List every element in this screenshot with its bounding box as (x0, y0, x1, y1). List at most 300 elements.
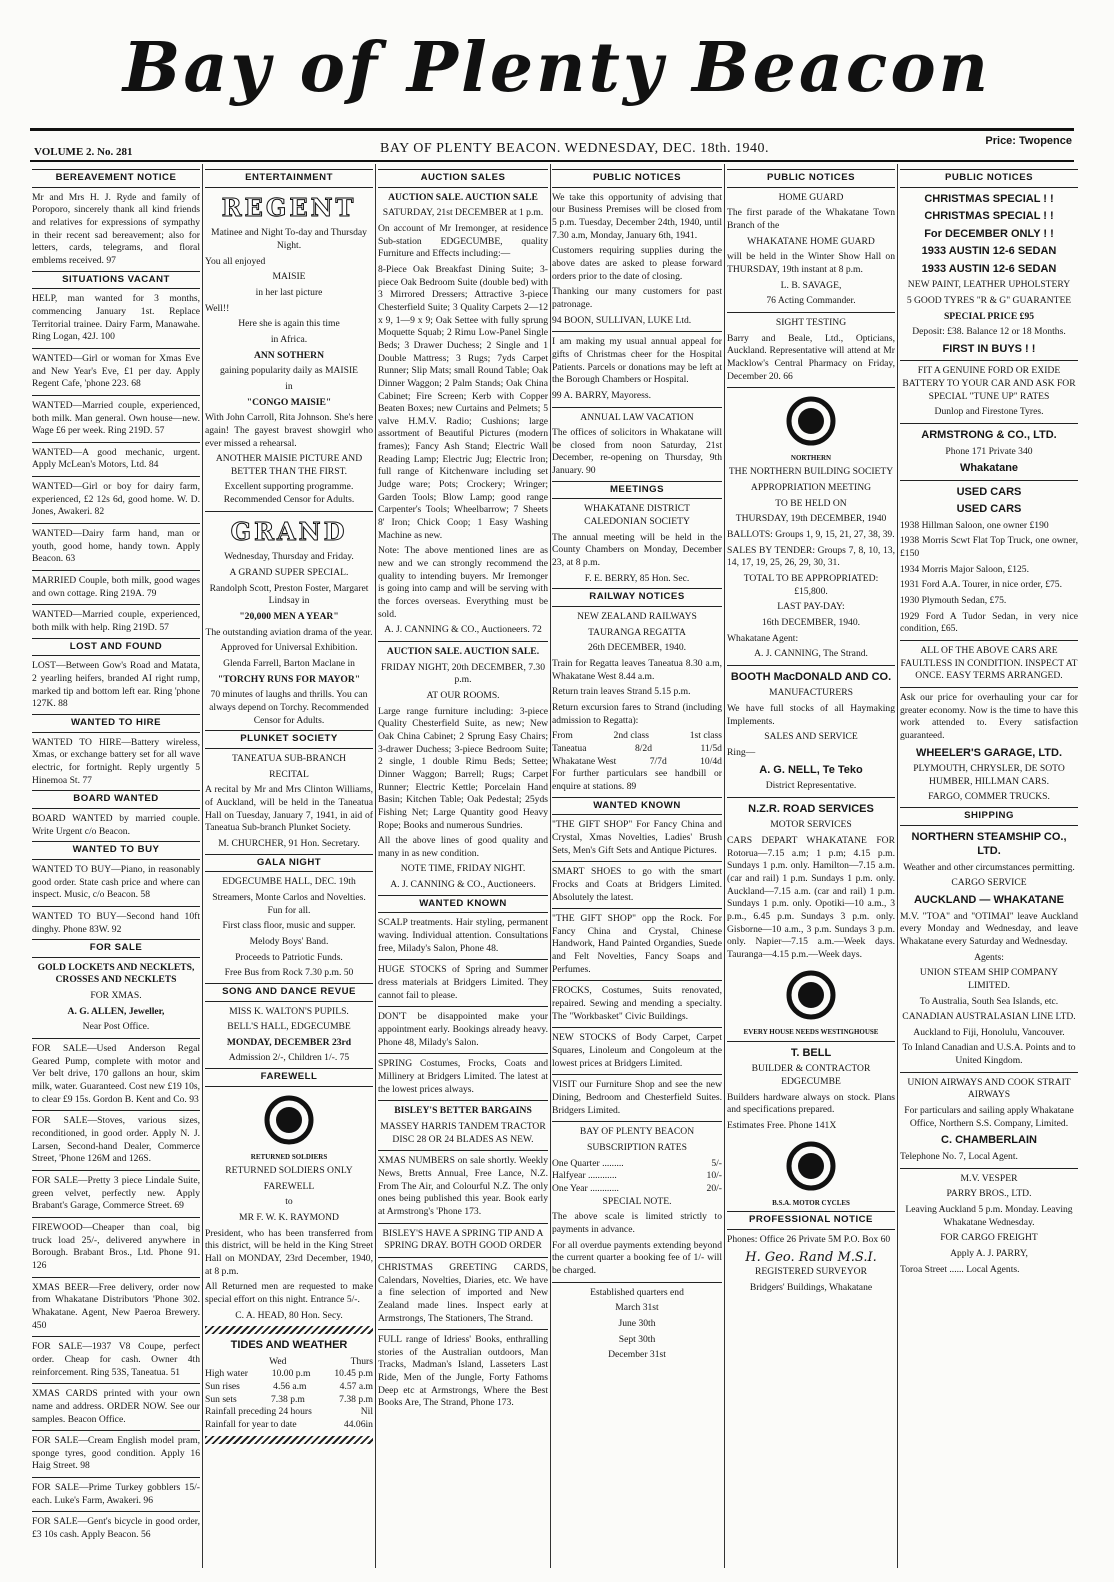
centered-line: December 31st (608, 1349, 666, 1361)
column-divider (202, 164, 203, 1568)
paragraph: 8-Piece Oak Breakfast Dining Suite; 3-piece Oak Bedroom Suite (double bed) with 3 Mirrored Dressers; Attractive 3-piece Chesterfield Suite; 3 Quality Carpets 2—12 x 9, 1—9 x 9; Oak Settee with fully sprung Moquette Squab; 2 Rimu Low-Panel Single Beds; 3 Drawer Duchess; 2 Single and 1 Double Mattress; 3 Rugs; 7yds Carpet Runner; Slip Mats; small Round Table; Oak Dinner Waggon; 2 Palm Stands; Oak China Cabinet; Fire Screen; Kerb with Copper Beaten Boxes; new Curtains and Pelmets; 5 valve H.M.V. Radio; Cushions; large assortment of Beautiful Pictures (modern frames); Fancy Ash Stand; Electric Wall Reading Lamp; Electric Jug; Electric Iron; full range of Kitchenware including set Judge ware; Pots; Crockery; Wringer; Garden Tools; Blow Lamp; good range Carpenter's Tools; Wheelbarrow; 7 Sheets 8' Iron; Chick Coop; 1 Easy Washing Machine as new. (378, 263, 548, 541)
table-row (552, 743, 722, 756)
table-row (205, 1368, 373, 1381)
centered-line: ALL OF THE ABOVE CARS ARE FAULTLESS IN CONDITION. INSPECT AT ONCE. EASY TERMS ARRANGED. (900, 644, 1078, 682)
centered-line: HOME GUARD (778, 191, 844, 203)
divider (727, 665, 895, 666)
divider (32, 604, 200, 605)
centered-line: A. J. CANNING & CO., Auctioneers. (390, 879, 536, 891)
centered-line: MOTOR SERVICES (770, 819, 852, 831)
divider (727, 1041, 895, 1042)
paragraph: Well!! (205, 302, 230, 314)
table-cell: 5/- (711, 1157, 722, 1169)
paragraph: HELP, man wanted for 3 months, commencing January 1st. Replace Territorial trainee. Dairy Farm, Manawahe. Ring Logan, 42J. 100 (32, 293, 200, 343)
centered-line: PLYMOUTH, CHRYSLER, DE SOTO HUMBER, HILLMAN CARS. (913, 763, 1065, 787)
centered-line: Weather and other circumstances permitting. (903, 861, 1075, 873)
paragraph: HUGE STOCKS of Spring and Summer dress materials at Bridgers Limited. They cannot fail to please. (378, 964, 548, 1001)
centered-line: UNION AIRWAYS AND COOK STRAIT AIRWAYS (907, 1076, 1071, 1101)
table-cell: One Year ............ (552, 1182, 619, 1194)
display-line: T. BELL (790, 1046, 832, 1059)
centered-line: WHAKATANE HOME GUARD (747, 235, 875, 247)
divider (900, 480, 1078, 481)
centered-line: to (285, 1196, 293, 1208)
column-5 (727, 166, 895, 1570)
centered-line: 26th DECEMBER, 1940. (587, 642, 687, 654)
table-row (205, 1394, 373, 1407)
divider (32, 476, 200, 477)
bold-line: ANN SOTHERN (253, 349, 325, 361)
section-heading: WANTED KNOWN (378, 895, 548, 914)
paragraph: "THE GIFT SHOP" opp the Rock. For Fancy China and Crystal, Chinese Handwork, Hand Painted Organdies, Suede and Felt Novelties, Fancy Soaps and Perfumes. (552, 913, 722, 975)
paragraph: Barry and Beale, Ltd., Opticians, Auckland. Representative will attend at Mr Macklow's Central Pharmacy on Friday, December 20. 66 (727, 332, 895, 382)
centered-line: Streamers, Monte Carlos and Novelties. Fun for all. (212, 891, 366, 916)
section-heading: BOARD WANTED (32, 790, 200, 809)
display-line: FIRST IN BUYS ! ! (942, 342, 1036, 355)
emblem-label: EVERY HOUSE NEEDS WESTINGHOUSE (743, 1027, 879, 1036)
display-line: 1933 AUSTIN 12-6 SEDAN (921, 262, 1057, 275)
table-cell: Taneatua (552, 742, 587, 754)
section-heading: PUBLIC NOTICES (900, 169, 1078, 188)
paragraph: Mr and Mrs H. J. Ryde and family of Poroporo, sincerely thank all kind friends and relatives for expressions of sympathy in their recent sad bereavement; also for letters, cards, telegrams, and floral emblems received. 97 (32, 191, 200, 266)
centered-line: FAREWELL (263, 1180, 315, 1192)
divider (32, 395, 200, 396)
paragraph: 1929 Ford A Tudor Sedan, in very nice condition, £65. (900, 610, 1078, 635)
divider (378, 959, 548, 960)
centered-line: ANNUAL LAW VACATION (580, 411, 694, 423)
column-1 (32, 166, 200, 1570)
centered-line: A. J. CANNING & CO., Auctioneers. 72 (384, 624, 542, 636)
dateline: BAY OF PLENTY BEACON. WEDNESDAY, DEC. 18th. 1940. (380, 141, 770, 156)
divider (378, 1329, 548, 1330)
divider (552, 331, 722, 332)
centered-line: FOR CARGO FREIGHT (940, 1232, 1038, 1244)
paragraph: FIREWOOD—Cheaper than coal, big truck load 25/-, delivered anywhere in Borough. Brabant Bros., Ltd. Phone 91. 126 (32, 1221, 200, 1271)
table-row (205, 1381, 373, 1394)
section-heading: FOR SALE (32, 939, 200, 958)
column-divider (375, 164, 376, 1568)
centered-line: Matinee and Night To-day and Thursday Night. (211, 227, 367, 251)
column-2 (205, 166, 373, 1570)
paragraph: FOR SALE—Stoves, various sizes, reconditioned, in good order. Apply N. J. Larsen, Second-hand Dealer, Commerce Street, 'Phone 126M and 126S. (32, 1115, 200, 1165)
divider (727, 797, 895, 798)
table-cell: High water (205, 1368, 248, 1380)
paragraph: WANTED—Girl or boy for dairy farm, experienced, £2 12s 6d, good home. W. D. Jones, Awakeri. 82 (32, 481, 200, 518)
paragraph: WANTED—A good mechanic, urgent. Apply McLean's Motors, Ltd. 84 (32, 446, 200, 471)
centered-line: THE NORTHERN BUILDING SOCIETY (728, 466, 894, 478)
centered-line: Near Post Office. (82, 1021, 150, 1033)
centered-line: PARRY BROS., LTD. (946, 1188, 1032, 1200)
ornamental-rule (205, 1436, 373, 1444)
centered-line: Established quarters end (590, 1286, 684, 1298)
paragraph: Toroa Street ...... Local Agents. (900, 1263, 1020, 1275)
divider (552, 1027, 722, 1028)
centered-line: CARGO SERVICE (951, 877, 1027, 889)
centered-line: Bridgers' Buildings, Whakatane (749, 1282, 873, 1294)
paragraph: WANTED TO BUY—Second hand 10ft dinghy. Phone 83W. 92 (32, 910, 200, 935)
bold-line: "CONGO MAISIE" (246, 396, 332, 408)
paragraph: SALES BY TENDER: Groups 7, 8, 10, 13, 14, 17, 19, 25, 26, 29, 30, 31. (727, 544, 895, 569)
display-line: ARMSTRONG & CO., LTD. (921, 429, 1057, 441)
paragraph: "THE GIFT SHOP" For Fancy China and Crystal, Xmas Novelties, Ladies' Brush Sets, Men's Gift Sets and Antique Pictures. (552, 819, 722, 856)
bold-line: BISLEY'S BETTER BARGAINS (394, 1105, 532, 1117)
centered-line: LAST PAY-DAY: (777, 601, 845, 613)
paragraph: CHRISTMAS GREETING CARDS, Calendars, Novelties, Diaries, etc. We have a fine selection of imported and New Zealand made lines. Inspect early at Armstrongs, The Stationers, The Strand. (378, 1261, 548, 1324)
centered-line: Wednesday, Thursday and Friday. (224, 551, 354, 563)
table-cell: 10/- (706, 1170, 722, 1182)
paragraph: Note: The above mentioned lines are as new and we can strongly recommend the quality to intending buyers. Mr Iremonger is going into camp and will be serving with the forces overseas. Everything must be sold. (378, 545, 548, 620)
display-line: BOOTH MacDONALD AND CO. (730, 670, 892, 683)
centered-line: To Australia, South Sea Islands, etc. (919, 995, 1059, 1007)
section-heading: PLUNKET SOCIETY (205, 730, 373, 749)
centered-line: in her last picture (255, 286, 323, 298)
divider (378, 1257, 548, 1258)
emblem-label: NORTHERN (790, 454, 832, 463)
display-line: AUCKLAND — WHAKATANE (914, 894, 1064, 907)
centered-line: The outstanding aviation drama of the year. (205, 626, 373, 638)
centered-line: BAY OF PLENTY BEACON (579, 1126, 695, 1138)
paragraph: CARS DEPART WHAKATANE FOR Rotorua—7.15 a.m; 1 p.m; 4.15 p.m. Sundays 1 p.m. only. Hamilton—7.15 a.m. (car and rail) 1 p.m. Sundays 1 p.m. only. Auckland—7.15 a.m. (car and rail) 1 p.m. Sundays 1 p.m. only. Opotiki—10 a.m., 3 p.m., 6.45 p.m. Sundays 3 p.m. only. Gisborne—10 a.m., 3 p.m. Sundays 3 p.m. only. Napier—7.15 a.m.—Week days. Tauranga—4.15 p.m.—Week days. (727, 835, 895, 960)
section-heading: PUBLIC NOTICES (727, 169, 895, 188)
centered-line: TAURANGA REGATTA (588, 626, 686, 638)
paragraph: 1930 Plymouth Sedan, £75. (900, 595, 1007, 606)
table-cell: 7/7d (649, 755, 667, 767)
centered-line: FRIDAY NIGHT, 20th DECEMBER, 7.30 p.m. (380, 661, 546, 686)
paragraph: BOARD WANTED by married couple. Write Urgent c/o Beacon. (32, 812, 200, 837)
centered-line: Proceeds to Patriotic Funds. (235, 951, 343, 963)
paragraph: WANTED—Married couple, experienced, both milk with help. Ring 219D. 57 (32, 609, 200, 634)
section-heading: SHIPPING (900, 807, 1078, 826)
centered-line: NEW PAINT, LEATHER UPHOLSTERY (907, 279, 1071, 291)
display-line: WHEELER'S GARAGE, LTD. (915, 746, 1063, 759)
table-cell: Sun rises (205, 1381, 240, 1393)
paragraph: Return excursion fares to Strand (including admission to Regatta): (552, 701, 722, 726)
divider (32, 1383, 200, 1384)
centered-line: Auckland to Fiji, Honolulu, Vancouver. (913, 1026, 1065, 1038)
column-divider (550, 164, 551, 1568)
section-heading: PROFESSIONAL NOTICE (727, 1211, 895, 1230)
divider (552, 1121, 722, 1122)
centered-line: BISLEY'S HAVE A SPRING TIP AND A SPRING DRAY. BOTH GOOD ORDER (382, 1227, 544, 1252)
divider (378, 1223, 548, 1224)
column-3 (378, 166, 548, 1570)
centered-line: TANEATUA SUB-BRANCH (231, 753, 347, 764)
divider (552, 407, 722, 408)
centered-line: WHAKATANE DISTRICT CALEDONIAN SOCIETY (583, 503, 691, 528)
paragraph: We take this opportunity of advising that our Business Premises will be closed from 5 p.m. Tuesday, December 24th, 1940, until 7.30 a.m, Monday, January 6th, 1941. (552, 191, 722, 241)
paragraph: Customers requiring supplies during the above dates are asked to please forward orders prior to the date of closing. (552, 245, 722, 282)
divider (378, 1006, 548, 1007)
paragraph: LOST—Between Gow's Road and Matata, 2 yearling heifers, branded AI right rump, marked tip and bottom left ear. Ring 'phone 127K. 88 (32, 660, 200, 710)
centered-line: REGISTERED SURVEYOR (755, 1266, 867, 1278)
table-cell: 10.00 p.m (271, 1368, 311, 1380)
divider (552, 908, 722, 909)
paragraph: FOR SALE—Gent's bicycle in good order, £3 10s cash. Apply Beacon. 56 (32, 1516, 200, 1541)
centered-line: Deposit: £38. Balance 12 or 18 Months. (912, 326, 1066, 338)
paragraph: Whakatane Agent: (727, 632, 799, 644)
divider (900, 360, 1078, 361)
centered-line: First class floor, music and supper. (222, 920, 356, 932)
bold-line: SPECIAL PRICE £95 (943, 310, 1035, 322)
data-table (552, 1158, 722, 1196)
centered-line: BELL'S HALL, EDGECUMBE (227, 1021, 351, 1033)
bold-line: "20,000 MEN A YEAR" (239, 611, 339, 623)
display-line: CHRISTMAS SPECIAL ! ! (924, 210, 1054, 223)
centered-line: CANADIAN AUSTRALASIAN LINE LTD. (902, 1011, 1076, 1023)
divider (552, 980, 722, 981)
paragraph: MARRIED Couple, both milk, good wages and own cottage. Ring 219A. 79 (32, 575, 200, 599)
paragraph: Estimates Free. Phone 141X (727, 1120, 837, 1132)
display-line: A. G. NELL, Te Teko (759, 763, 863, 776)
paragraph: FOR SALE—Used Anderson Regal Geared Pump, complete with motor and Ver belt drive, 170 gallons an hour, skim milk, water. Guaranteed. Cost new £19 10s, to clear £9 15s. Gordon B. Kent and Co. 93 (32, 1043, 200, 1105)
table-row (552, 756, 722, 769)
display-line: N.Z.R. ROAD SERVICES (748, 802, 874, 815)
paragraph: WANTED—Girl or woman for Xmas Eve and New Year's Eve, £1 per day. Apply Regent Cafe, 'phone 223. 68 (32, 352, 200, 390)
divider (32, 348, 200, 349)
bold-line: A. G. ALLEN, Jeweller, (67, 1005, 165, 1017)
table-cell: 2nd class (613, 730, 649, 742)
centered-line: Apply A. J. PARRY, (950, 1247, 1028, 1259)
table-cell: From (552, 730, 573, 742)
display-line: USED CARS (956, 485, 1022, 498)
emblem-icon (257, 1093, 321, 1147)
divider (552, 861, 722, 862)
centered-line: M. CHURCHER, 91 Hon. Secretary. (218, 837, 360, 849)
paragraph: Phones: Office 26 Private 5M P.O. Box 60 (727, 1233, 891, 1245)
paragraph: Train for Regatta leaves Taneatua 8.30 a.m, Whakatane West 8.44 a.m. (552, 658, 722, 682)
centered-line: BUILDER & CONTRACTOR EDGECUMBE (751, 1063, 871, 1088)
centered-line: SALES AND SERVICE (764, 731, 858, 743)
paragraph: FOR SALE—1937 V8 Coupe, perfect order. Cheap for cash. Owner 4th reinforcement. Ring 53S, Taneatua. 51 (32, 1341, 200, 1378)
signature: H. Geo. Rand M.S.I. (745, 1250, 877, 1266)
paragraph: WANTED TO HIRE—Battery wireless, Xmas, or exchange battery set for all wave electric, for fortnight. Reply urgently 5 Hinemoa St. 77 (32, 736, 200, 786)
centered-line: Dunlop and Firestone Tyres. (934, 406, 1044, 418)
volume-number: VOLUME 2. No. 281 (34, 146, 133, 158)
section-heading: SITUATIONS VACANT (32, 271, 200, 290)
centered-line: Agents: (974, 951, 1004, 963)
emblem-icon (779, 1139, 843, 1193)
centered-line: To Inland Canadian and U.S.A. Points and to United Kingdom. (902, 1042, 1076, 1067)
bold-line: AUCTION SALE. AUCTION SALE. (386, 645, 540, 657)
advert-emblem (205, 1093, 373, 1162)
emblem-icon (779, 968, 843, 1022)
centered-line: EDGECUMBE HALL, DEC. 19th (222, 876, 356, 888)
paragraph: VISIT our Furniture Shop and see the new Dining, Bedroom and Chesterfield Suites. Bridgers Limited. (552, 1079, 722, 1116)
centered-line: 70 minutes of laughs and thrills. You can always depend on Torchy. Recommended Censor for Adults. (209, 689, 369, 726)
table-cell: 1st class (689, 730, 722, 742)
column-6 (900, 166, 1078, 1570)
column-divider (897, 164, 898, 1568)
centered-line: AT OUR ROOMS. (426, 689, 500, 701)
paragraph: With John Carroll, Rita Johnson. She's here again! The gayest bravest showgirl who ever missed a rehearsal. (205, 412, 373, 449)
paragraph: DON'T be disappointed make your appointment early. Bookings already heavy. Phone 48, Milady's Salon. (378, 1011, 548, 1048)
table-cell: Sun sets (205, 1393, 237, 1405)
centered-line: MISS K. WALTON'S PUPILS. (229, 1005, 349, 1017)
paragraph: For all overdue payments extending beyond the current quarter a booking fee of 1/- will be charged. (552, 1239, 722, 1276)
display-line: USED CARS (956, 503, 1022, 516)
centered-line: SUBSCRIPTION RATES (587, 1142, 687, 1153)
centered-line: 5 GOOD TYRES "R & G" GUARANTEE (906, 294, 1072, 306)
display-line: 1933 AUSTIN 12-6 SEDAN (921, 245, 1057, 258)
table-cell: 44.06in (343, 1419, 373, 1431)
divider (900, 1072, 1078, 1073)
centered-line: NEW ZEALAND RAILWAYS (577, 611, 697, 623)
centered-line: TO BE HELD ON (775, 497, 847, 509)
table-row (552, 1158, 722, 1171)
display-line: C. CHAMBERLAIN (941, 1134, 1037, 1147)
paragraph: SCALP treatments. Hair styling, permanent waving. Individual attention. Consultations free, Milady's Salon, Phone 48. (378, 917, 548, 954)
paragraph: A recital by Mr and Mrs Clinton Williams, of Auckland, will be held in the Taneatua Hall on Tuesday, January 7, 1941, in aid of Taneatua Sub-branch Plunket Society. (205, 784, 373, 834)
divider (32, 1277, 200, 1278)
centered-line: APPROPRIATION MEETING (750, 482, 872, 494)
centered-line: M.V. VESPER (960, 1172, 1018, 1184)
table-cell: 7.38 p.m (271, 1393, 305, 1405)
paragraph: 94 BOON, SULLIVAN, LUKE Ltd. (552, 314, 692, 326)
paragraph: FOR SALE—Prime Turkey gobblers 15/- each. Luke's Farm, Awakeri. 96 (32, 1482, 200, 1506)
paragraph: 1938 Hillman Saloon, one owner £190 (900, 519, 1049, 531)
section-heading: FAREWELL (205, 1068, 373, 1087)
section-heading: GALA NIGHT (205, 854, 373, 873)
centered-line: A GRAND SUPER SPECIAL. (229, 567, 349, 579)
bold-line: MONDAY, DECEMBER 23rd (226, 1036, 352, 1048)
paragraph: All Returned men are requested to make special effort on this night. Entrance 5/-. (205, 1281, 373, 1305)
data-table (205, 1356, 373, 1432)
paragraph: FOR SALE—Pretty 3 piece Lindale Suite, green velvet, perfectly new. Apply Brabant's Garage, Commerce Street. 69 (32, 1175, 200, 1212)
centered-line: UNION STEAM SHIP COMPANY LIMITED. (919, 967, 1059, 991)
centered-line: C. A. HEAD, 80 Hon. Secy. (235, 1309, 343, 1321)
table-row (205, 1419, 373, 1432)
divider (378, 641, 548, 642)
paragraph: FOR SALE—Cream English model pram, sponge tyres, good condition. Apply 16 Haig Street. 98 (32, 1435, 200, 1472)
centered-line: For particulars and sailing apply Whakatane Office, Northern S.S. Company, Limited. (904, 1105, 1074, 1129)
centered-line: F. E. BERRY, 85 Hon. Sec. (584, 572, 690, 584)
section-heading: WANTED TO BUY (32, 841, 200, 860)
divider (900, 640, 1078, 641)
centered-line: MANUFACTURERS (768, 687, 854, 699)
price: Price: Twopence (985, 135, 1072, 147)
centered-line: RETURNED SOLDIERS ONLY (225, 1165, 353, 1177)
centered-line: Phone 171 Private 340 (945, 445, 1033, 457)
centered-line: FOR XMAS. (90, 990, 142, 1002)
paragraph: SPRING Costumes, Frocks, Coats and Millinery at Bridgers Limited. The latest at the lowest prices always. (378, 1058, 548, 1095)
paragraph: XMAS NUMBERS on sale shortly. Weekly News, Bretts Annual, Free Lance, N.Z. From The Air, and Colourful N.Z. The only ones being published this year. Book early at Armstrong's 'Phone 173. (378, 1155, 548, 1217)
section-heading: SONG AND DANCE REVUE (205, 983, 373, 1002)
paragraph: The annual meeting will be held in the County Chambers on Monday, December 23, at 8 p.m. (552, 531, 722, 569)
divider (900, 423, 1078, 424)
paragraph: Telephone No. 7, Local Agent. (900, 1150, 1018, 1162)
centered-line: in Africa. (270, 333, 308, 345)
divider (32, 1038, 200, 1039)
table-cell: Wed (269, 1355, 287, 1367)
section-heading: LOST AND FOUND (32, 638, 200, 657)
theatre-name: REGENT (221, 192, 357, 222)
display-line: CHRISTMAS SPECIAL ! ! (924, 192, 1054, 205)
table-cell: 20/- (706, 1182, 722, 1194)
divider (32, 442, 200, 443)
centered-line: Admission 2/-, Children 1/-. 75 (228, 1052, 350, 1064)
centered-line: Randolph Scott, Preston Foster, Margaret Lindsay in (209, 582, 369, 607)
table-row (205, 1406, 373, 1419)
divider (900, 1168, 1078, 1169)
paragraph: 99 A. BARRY, Mayoress. (552, 389, 651, 401)
centered-line: FIT A GENUINE FORD OR EXIDE BATTERY TO YOUR CAR AND ASK FOR SPECIAL "TUNE UP" RATES (902, 365, 1076, 402)
paragraph: Builders hardware always on stock. Plans and specifications prepared. (727, 1091, 895, 1116)
masthead-title: Bay of Plenty Beacon (122, 28, 992, 108)
advert-emblem (727, 394, 895, 463)
section-heading: AUCTION SALES (378, 169, 548, 188)
section-heading: WANTED TO HIRE (32, 714, 200, 733)
centered-line: Leaving Auckland 5 p.m. Monday. Leaving Whakatane Wednesday. (905, 1203, 1073, 1228)
display-line: TIDES AND WEATHER (230, 1339, 348, 1352)
table-row (552, 1183, 722, 1196)
data-table (552, 730, 722, 768)
centered-line: March 31st (615, 1302, 659, 1314)
divider (32, 906, 200, 907)
centered-line: ANOTHER MAISIE PICTURE AND BETTER THAN THE FIRST. (215, 453, 363, 477)
table-cell: Rainfall for year to date (205, 1419, 297, 1431)
paragraph: The above scale is limited strictly to payments in advance. (552, 1211, 722, 1235)
centered-line: TOTAL TO BE APPROPRIATED: £15,800. (743, 573, 879, 597)
table-cell: 10/4d (700, 755, 722, 767)
top-rule (30, 128, 1074, 131)
emblem-label: RETURNED SOLDIERS (250, 1152, 328, 1161)
bold-line: "TORCHY RUNS FOR MAYOR" (217, 673, 361, 685)
divider (32, 1511, 200, 1512)
centered-line: Here she is again this time (238, 318, 340, 330)
table-row (552, 1170, 722, 1183)
table-cell: 8/2d (634, 742, 653, 754)
divider (900, 687, 1078, 688)
paragraph: President, who has been transferred from this district, will be held in the King Street Hall on MONDAY, 23rd December, 1940, at 8 p.m. (205, 1227, 373, 1277)
table-cell: 4.56 a.m (273, 1381, 307, 1393)
advert-emblem (727, 1139, 895, 1208)
paragraph: WANTED—Married couple, experienced, both milk. Man general. Own house—new. Wage £6 per week. Ring 219D. 57 (32, 399, 200, 437)
table-cell: Halfyear ............ (552, 1170, 617, 1182)
paragraph: 1934 Morris Major Saloon, £125. (900, 563, 1029, 575)
paragraph: I am making my usual annual appeal for gifts of Christmas cheer for the Hospital Patients. Parcels or donations may be left at the Borough Chambers or Hospital. (552, 336, 722, 386)
paragraph: Ask our price for overhauling your car for greater economy. Now is the time to have this work attended to. Every satisfaction guaranteed. (900, 691, 1078, 741)
section-heading: ENTERTAINMENT (205, 169, 373, 188)
table-cell: One Quarter ......... (552, 1157, 624, 1169)
centered-line: Approved for Universal Exhibition. (220, 642, 358, 654)
divider (727, 387, 895, 388)
paragraph: WANTED—Dairy farm hand, man or youth, good home, handy town. Apply Beacon. 63 (32, 528, 200, 565)
centered-line: SATURDAY, 21st DECEMBER at 1 p.m. (382, 207, 544, 219)
paragraph: On account of Mr Iremonger, at residence Sub-station EDGECUMBE, quality Furniture and Effects including:— (378, 222, 548, 260)
divider (32, 1170, 200, 1171)
table-row (205, 1356, 373, 1369)
divider (378, 1053, 548, 1054)
centered-line: gaining popularity daily as MAISIE (219, 365, 359, 377)
divider (32, 1336, 200, 1337)
table-cell: Nil (360, 1406, 373, 1418)
display-line: For DECEMBER ONLY ! ! (924, 227, 1054, 240)
divider (32, 1430, 200, 1431)
advert-emblem (727, 968, 895, 1037)
theatre-name: GRAND (230, 516, 348, 546)
centered-line: FARGO, COMMER TRUCKS. (928, 791, 1050, 803)
centered-line: 76 Acting Commander. (766, 295, 856, 307)
paragraph: FROCKS, Costumes, Suits renovated, repaired. Sewing and mending a specialty. The "Workbasket" Civic Buildings. (552, 985, 722, 1022)
paragraph: WANTED TO BUY—Piano, in reasonably good order. State cash price and where can inspect. Music, c/o Beacon. 58 (32, 863, 200, 901)
centered-line: MAISIE (272, 271, 306, 283)
table-cell: Thurs (350, 1355, 373, 1367)
table-cell: 10.45 p.m (334, 1368, 373, 1380)
centered-line: MR F. W. K. RAYMOND (239, 1211, 339, 1223)
centered-line: NOTE TIME, FRIDAY NIGHT. (400, 863, 526, 875)
table-row (552, 730, 722, 743)
centered-line: 16th DECEMBER, 1940. (761, 616, 861, 628)
emblem-icon (779, 394, 843, 448)
